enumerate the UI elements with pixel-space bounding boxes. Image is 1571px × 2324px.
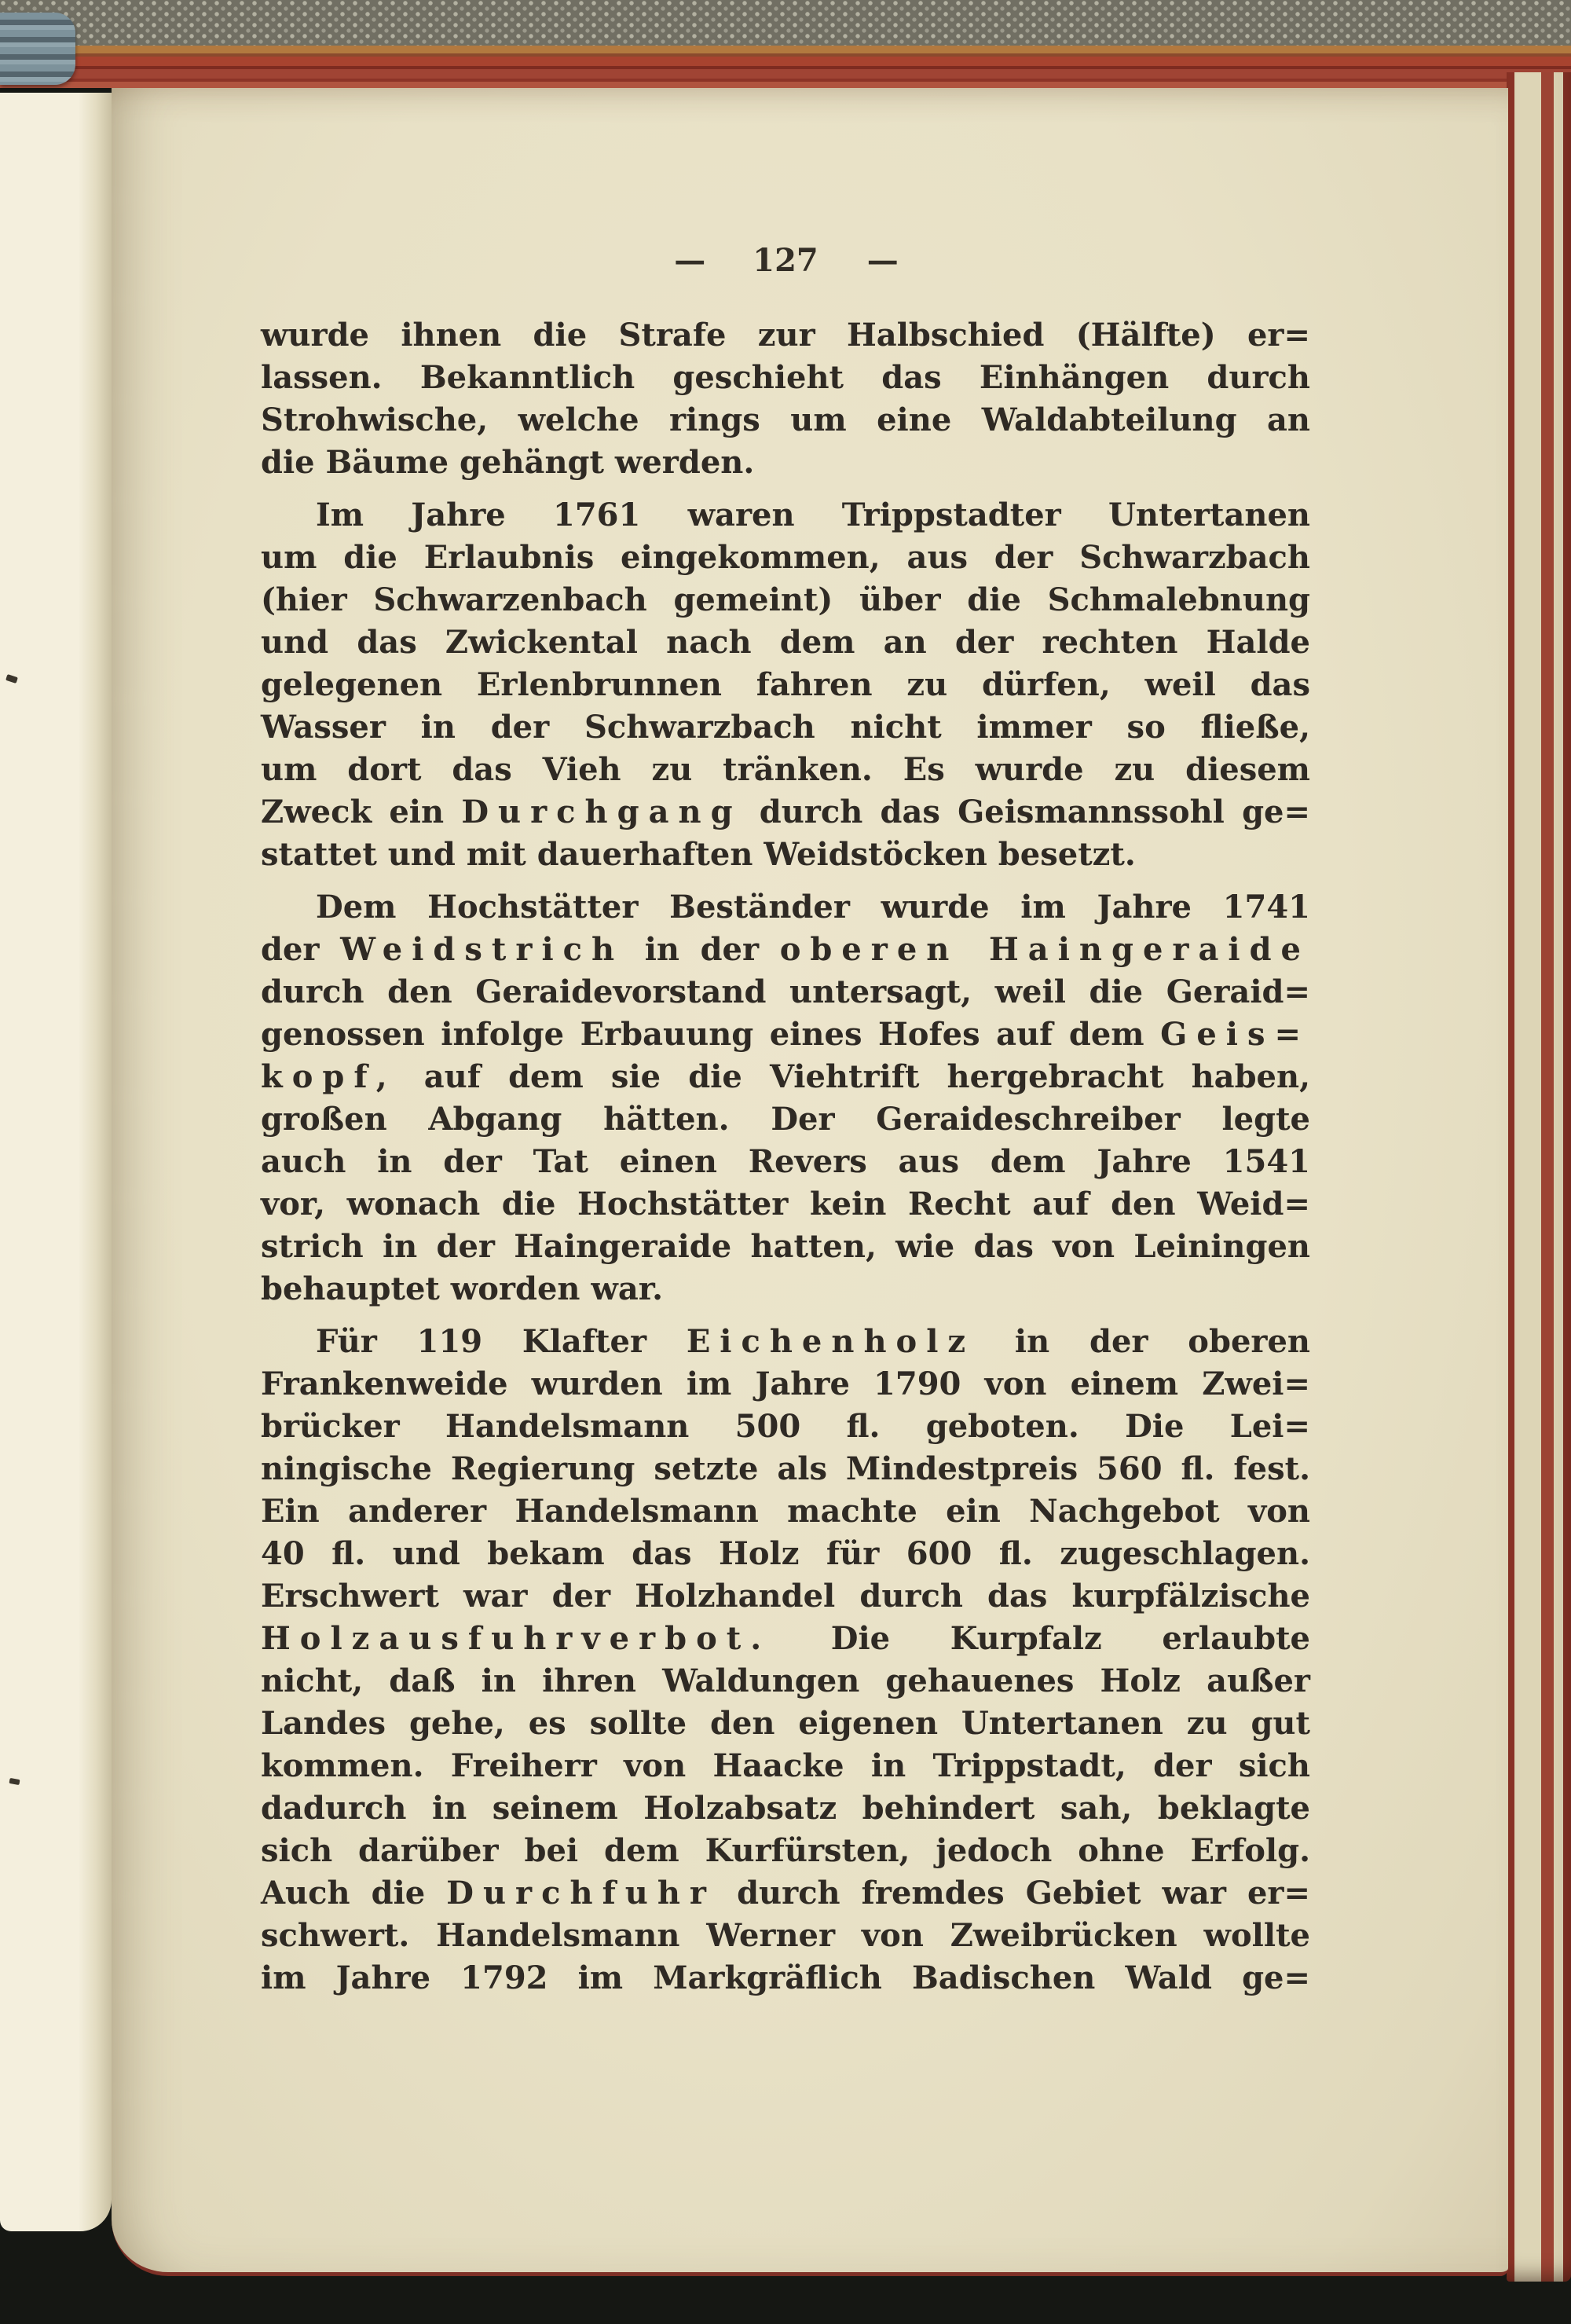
text-segment: sich darüber bei dem Kurfürsten, jedoch ohne Erfolg.	[261, 1832, 1310, 1869]
text-segment: nicht, daß in ihren Waldungen gehauenes Holz außer	[261, 1662, 1310, 1699]
text-line	[261, 1056, 1310, 1098]
text-line	[261, 749, 1310, 791]
text-line	[261, 1406, 1310, 1448]
text-line	[261, 886, 1310, 929]
text-segment: 40 fl. und bekam das Holz für 600 fl. zugeschlagen.	[261, 1535, 1310, 1572]
text-segment: im Jahre 1792 im Markgräflich Badischen Wald ge=	[261, 1959, 1310, 1996]
text-segment: Erschwert war der Holzhandel durch das kurpfälzische	[261, 1578, 1310, 1615]
text-line	[261, 1226, 1310, 1268]
text-segment: wurde ihnen die Strafe zur Halbschied (Hälfte) er=	[261, 317, 1310, 354]
text-segment: die Bäume gehängt werden.	[261, 444, 755, 481]
letterspaced-text: Durchgang	[461, 794, 742, 830]
letterspaced-text: Eichenholz	[686, 1323, 976, 1360]
text-segment: lassen. Bekanntlich geschieht das Einhängen durch	[261, 359, 1310, 396]
paragraph	[261, 494, 1310, 876]
text-line	[261, 621, 1310, 664]
text-segment: Landes gehe, es sollte den eigenen Untertanen zu gut	[261, 1705, 1310, 1742]
text-line	[261, 1872, 1310, 1915]
text-segment: großen Abgang hätten. Der Geraideschreiber legte	[261, 1101, 1310, 1138]
text-segment: kommen. Freiherr von Haacke in Trippstadt, der sich	[261, 1747, 1310, 1784]
letterspaced-text: Geis=	[1160, 1016, 1310, 1053]
letterspaced-text: oberen Haingeraide	[779, 931, 1311, 968]
text-line	[261, 1490, 1310, 1533]
page-number: 127	[753, 242, 818, 279]
text-segment: Zweck ein	[261, 794, 462, 830]
text-segment: behauptet worden war.	[261, 1270, 664, 1307]
text-segment: auch in der Tat einen Revers aus dem Jahre 1541	[261, 1143, 1310, 1180]
text-segment: brücker Handelsmann 500 fl. geboten. Die Lei=	[261, 1408, 1310, 1445]
text-segment: (hier Schwarzenbach gemeint) über die Schmalebnung	[261, 581, 1310, 618]
header-dash-right: —	[866, 242, 897, 279]
text-segment: auf dem sie die Viehtrift hergebracht haben,	[396, 1058, 1310, 1095]
paragraph	[261, 1321, 1310, 2000]
text-line	[261, 1830, 1310, 1872]
text-line	[261, 1575, 1310, 1618]
text-line	[261, 834, 1310, 876]
text-segment: dadurch in seinem Holzabsatz behindert sah, beklagte	[261, 1790, 1310, 1827]
text-line	[261, 579, 1310, 621]
letterspaced-text: Durchfuhr	[446, 1875, 716, 1912]
header-dash-left: —	[674, 242, 705, 279]
text-line	[261, 1787, 1310, 1830]
text-line	[261, 1448, 1310, 1490]
text-segment: durch den Geraidevorstand untersagt, weil die Geraid=	[261, 973, 1310, 1010]
letterspaced-text: kopf,	[261, 1058, 397, 1095]
text-segment: genossen infolge Erbauung eines Hofes auf dem	[261, 1016, 1161, 1053]
letterspaced-text: Weidstrich	[340, 931, 624, 968]
text-line	[261, 1745, 1310, 1787]
text-line	[261, 1268, 1310, 1310]
text-segment: stattet und mit dauerhaften Weidstöcken besetzt.	[261, 836, 1136, 873]
text-line	[261, 1141, 1310, 1183]
text-segment: Ein anderer Handelsmann machte ein Nachgebot von	[261, 1493, 1310, 1530]
text-segment: Im Jahre 1761 waren Trippstadter Untertanen	[316, 497, 1310, 533]
text-line	[261, 537, 1310, 579]
text-segment: der	[261, 931, 341, 968]
text-line	[261, 442, 1310, 484]
binding-stitch-mark	[5, 674, 18, 684]
text-line	[261, 1618, 1310, 1660]
text-line	[261, 357, 1310, 399]
text-segment: Wasser in der Schwarzbach nicht immer so fließe,	[261, 709, 1310, 746]
text-segment: durch fremdes Gebiet war er=	[716, 1875, 1310, 1912]
paragraph	[261, 886, 1310, 1310]
text-segment: Strohwische, welche rings um eine Waldabteilung an	[261, 401, 1310, 438]
text-segment: Dem Hochstätter Beständer wurde im Jahre 1741	[316, 889, 1310, 926]
text-segment: durch das Geismannssohl ge=	[742, 794, 1310, 830]
text-line	[261, 791, 1310, 834]
text-segment: strich in der Haingeraide hatten, wie das von Leiningen	[261, 1228, 1310, 1265]
binding-stitch-mark	[9, 1778, 20, 1785]
text-line	[261, 1915, 1310, 1957]
text-line	[261, 1363, 1310, 1406]
text-line	[261, 664, 1310, 706]
text-line	[261, 1321, 1310, 1363]
red-stained-fore-edge	[1507, 72, 1571, 2282]
text-segment: gelegenen Erlenbrunnen fahren zu dürfen, weil das	[261, 666, 1310, 703]
text-segment: ningische Regierung setzte als Mindestpreis 560 fl. fest.	[261, 1450, 1310, 1487]
text-block	[261, 314, 1310, 2010]
text-line	[261, 929, 1310, 971]
text-line	[261, 1183, 1310, 1226]
text-line	[261, 1957, 1310, 2000]
text-line	[261, 494, 1310, 537]
text-line	[261, 314, 1310, 357]
book-page	[112, 88, 1508, 2276]
text-line	[261, 1098, 1310, 1141]
text-segment: in der oberen	[975, 1323, 1310, 1360]
text-segment: Frankenweide wurden im Jahre 1790 von einem Zwei=	[261, 1365, 1310, 1402]
text-segment: Für 119 Klafter	[316, 1323, 687, 1360]
text-segment: Die Kurpfalz erlaubte	[771, 1620, 1310, 1657]
text-segment: schwert. Handelsmann Werner von Zweibrücken wollte	[261, 1917, 1310, 1954]
book-cover-fabric	[0, 0, 1571, 46]
text-segment: um die Erlaubnis eingekommen, aus der Schwarzbach	[261, 539, 1310, 576]
headband-cloth	[0, 13, 75, 85]
text-line	[261, 1533, 1310, 1575]
text-segment: in der	[624, 931, 780, 968]
gutter-previous-page	[0, 93, 112, 2231]
text-segment: um dort das Vieh zu tränken. Es wurde zu diesem	[261, 751, 1310, 788]
text-line	[261, 1014, 1310, 1056]
letterspaced-text: Holzausfuhrverbot.	[261, 1620, 771, 1657]
text-line	[261, 971, 1310, 1014]
page-header	[261, 242, 1310, 279]
red-stained-top-page-edges	[0, 46, 1571, 88]
text-line	[261, 399, 1310, 442]
text-segment: Auch die	[261, 1875, 447, 1912]
paragraph	[261, 314, 1310, 484]
text-segment: vor, wonach die Hochstätter kein Recht auf den Weid=	[261, 1186, 1310, 1222]
text-line	[261, 1703, 1310, 1745]
text-segment: und das Zwickental nach dem an der rechten Halde	[261, 624, 1310, 661]
text-line	[261, 1660, 1310, 1703]
text-line	[261, 706, 1310, 749]
